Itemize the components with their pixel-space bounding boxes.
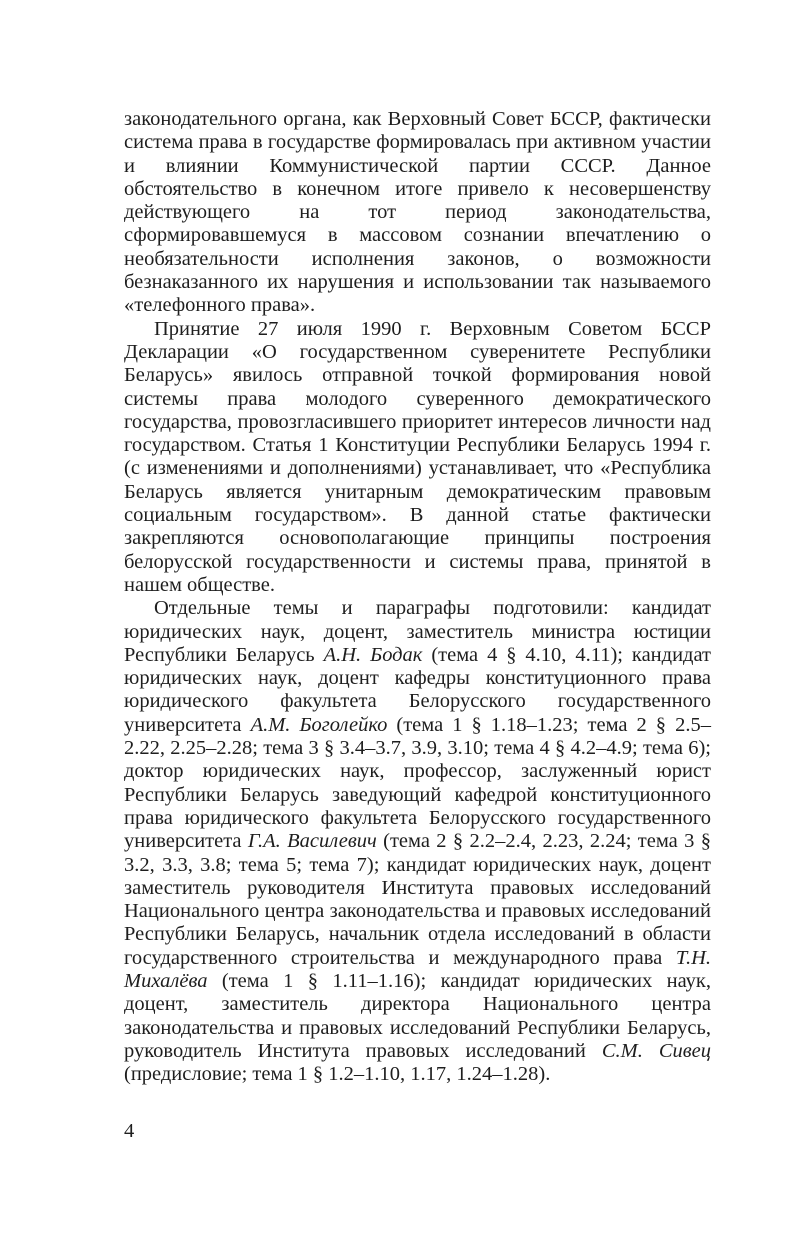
authors-text: (тема 1 § 1.18–1.23; тема 2 § 2.5–2.22, 2.25–2.28; тема 3 § 3.4–3.7, 3.9, 3.10; тема 4 § 4.2–4.9; тема 6); доктор юридических наук, профессор, заслуженный юрист Республики Беларусь заведующий кафедрой конституционного права юридического факультета Белорусского государственного университета	[124, 713, 711, 853]
authors-text: Отдельные темы и параграфы подготовили: кандидат юридических наук, доцент, заместитель министра юстиции Республики Беларусь	[124, 597, 711, 666]
author-name: А.М. Боголейко	[250, 713, 388, 736]
paragraph-continuation: законодательного органа, как Верховный Совет БССР, фактически система права в государстве формировалась при активном участии и влиянии Коммунистической партии СССР. Данное обстоятельство в конечном итоге привело к несовершенству действующего на тот период законодательства, сформировавшемуся в массовом сознании впечатлению о необязательности исполнения законов, о возможности безнаказанного их нарушения и использовании так называемого «телефонного права».	[124, 108, 711, 317]
author-name: С.М. Сивец	[601, 1039, 711, 1062]
paragraph-declaration: Принятие 27 июля 1990 г. Верховным Советом БССР Декларации «О государственном суверенитете Республики Беларусь» явилось отправной точкой формирования новой системы права молодого суверенного демократического государства, провозгласившего приоритет интересов личности над государством. Статья 1 Конституции Республики Беларусь 1994 г. (с изменениями и дополнениями) устанавливает, что «Республика Беларусь является унитарным демократическим правовым социальным государством». В данной статье фактически закрепляются основополагающие принципы построения белорусской государственности и системы права, принятой в нашем обществе.	[124, 317, 711, 596]
author-name: Т.Н. Михалёва	[124, 946, 711, 992]
paragraph-authors	[124, 597, 711, 1086]
authors-text: (тема 2 § 2.2–2.4, 2.23, 2.24; тема 3 § 3.2, 3.3, 3.8; тема 5; тема 7); кандидат юридических наук, доцент заместитель руководителя Института правовых исследований Национального центра законодательства и правовых исследований Республики Беларусь, начальник отдела исследований в области государственного строительства и международного права	[124, 830, 711, 969]
page-number: 4	[124, 1120, 135, 1142]
authors-text: (предисловие; тема 1 § 1.2–1.10, 1.17, 1.24–1.28).	[124, 1063, 551, 1086]
authors-text: (тема 1 § 1.11–1.16); кандидат юридических наук, доцент, заместитель директора Национального центра законодательства и правовых исследований Республики Беларусь, руководитель Института правовых исследований	[124, 969, 711, 1062]
author-name: А.Н. Бодак	[323, 643, 423, 666]
page-text-block	[124, 108, 711, 1086]
author-name: Г.А. Василевич	[247, 830, 377, 853]
authors-text: (тема 4 § 4.10, 4.11); кандидат юридических наук, доцент кафедры конституционного права юридического факультета Белорусского государственного университета	[124, 643, 712, 736]
